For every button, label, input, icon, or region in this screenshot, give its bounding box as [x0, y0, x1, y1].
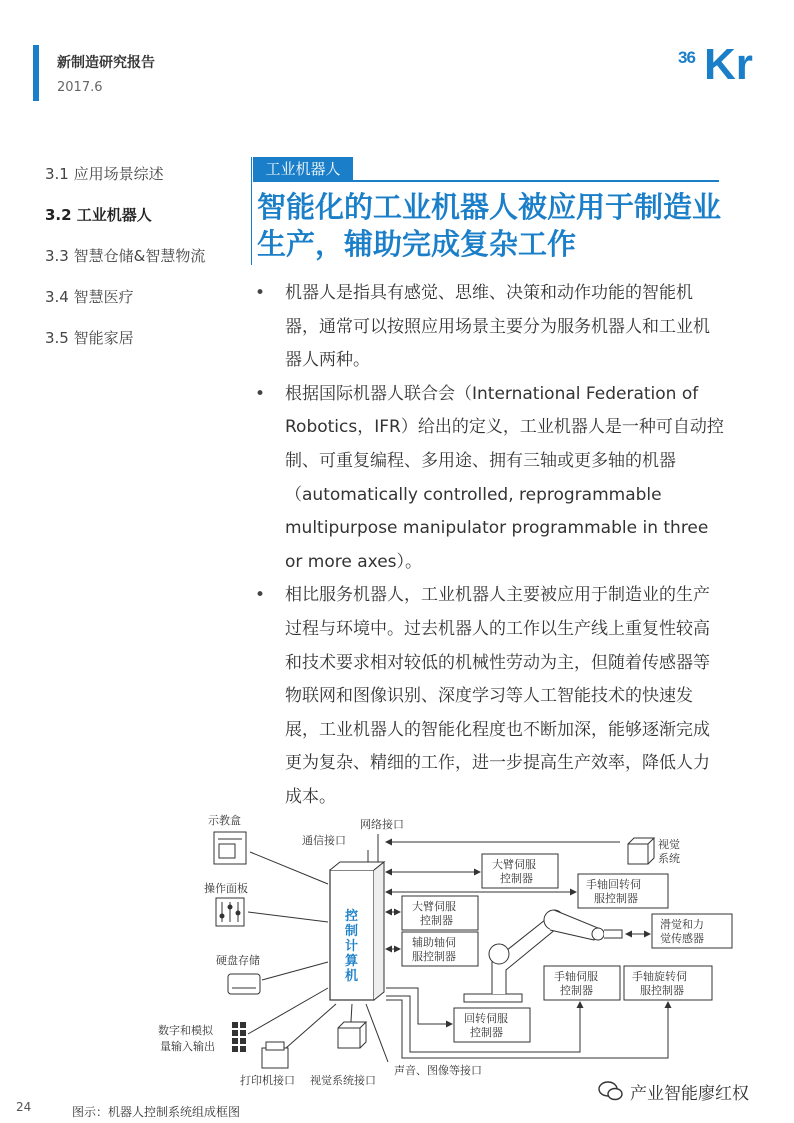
wrist-rot-label-2: 服控制器 — [594, 892, 638, 905]
paragraph-1 — [254, 277, 724, 378]
controller-char: 机 — [345, 969, 359, 984]
controller-side-face — [374, 862, 384, 1000]
report-title: 新制造研究报告 — [57, 55, 155, 71]
wrist-spin-label-1: 手轴旋转伺 — [632, 970, 687, 983]
teach-box-label: 示教盒 — [208, 814, 241, 827]
printer-icon — [262, 1048, 288, 1068]
section-underline — [253, 180, 719, 182]
robot-control-diagram — [150, 812, 740, 1087]
section-headline: 智能化的工业机器人被应用于制造业生产，辅助完成复杂工作 — [257, 190, 722, 261]
watermark-text: 产业智能廖红权 — [630, 1084, 749, 1104]
panel-knob — [228, 905, 233, 910]
disk-icon — [228, 974, 260, 994]
link-base-rotate — [386, 988, 452, 1024]
link-printer — [286, 1004, 336, 1048]
panel-knob — [236, 911, 241, 916]
base-rot-label-2: 控制器 — [470, 1026, 503, 1039]
page-number: 24 — [16, 1100, 32, 1114]
io-icon — [232, 1022, 246, 1052]
link-teach-box — [250, 852, 328, 884]
paragraph-text: 机器人是指具有感觉、思维、决策和动作功能的智能机器，通常可以按照应用场景主要分为服务机器人和工业机器人两种。 — [285, 283, 710, 371]
paragraph-2 — [254, 378, 724, 580]
logo-number: 36 — [678, 48, 695, 67]
bullet: • — [255, 383, 266, 404]
nav-item-3-2[interactable]: 3.2 工业机器人 — [45, 206, 152, 224]
paragraph-text: 根据国际机器人联合会（International Federation of Robotics，IFR）给出的定义，工业机器人是一种可自动控制、可重复编程、多用途、拥有三轴或更多轴的机器（automatically controlled, reprogrammable multipurpose manipulator programmable in three or more axes）。 — [285, 383, 724, 572]
aux-label-1: 辅助轴伺 — [412, 936, 456, 949]
paragraph-text: 相比服务机器人，工业机器人主要被应用于制造业的生产过程与环境中。过去机器人的工作以生产线上重复性较高和技术要求相对较低的机械性劳动为主，但随着传感器等物联网和图像识别、深度学习等人工智能技术的快速发展，工业机器人的智能化程度也不断加深，能够逐渐完成更为复杂、精细的工作，进一步提高生产效率，降低人力成本。 — [285, 585, 710, 807]
section-nav — [45, 163, 255, 368]
vision-label-1: 视觉 — [658, 838, 680, 851]
logo-36kr — [676, 40, 768, 92]
nav-item-3-1[interactable]: 3.1 应用场景综述 — [45, 165, 164, 183]
vision-if-label: 视觉系统接口 — [310, 1074, 376, 1087]
disk-label: 硬盘存储 — [216, 954, 260, 967]
controller-char: 控 — [345, 909, 359, 924]
comm-label: 通信接口 — [302, 834, 346, 847]
wechat-icon — [598, 1080, 624, 1102]
paragraph-3 — [254, 579, 724, 814]
section-divider — [251, 157, 252, 265]
printer-icon-top — [266, 1042, 284, 1050]
figure-caption: 图示：机器人控制系统组成框图 — [72, 1105, 241, 1119]
panel-knob — [220, 914, 225, 919]
vision-box-icon — [338, 1022, 366, 1048]
link-sound — [366, 1004, 388, 1062]
report-date: 2017.6 — [57, 80, 103, 95]
sound-label: 声音、图像等接口 — [394, 1064, 482, 1077]
big-arm2-label-1: 大臂伺服 — [412, 900, 456, 913]
tactile-label-1: 滑觉和力 — [660, 918, 704, 931]
controller-char: 计 — [345, 939, 359, 954]
vision-label-2: 系统 — [658, 852, 680, 865]
io-label-1: 数字和模拟 — [158, 1024, 213, 1037]
bullet: • — [255, 283, 266, 303]
big-arm2-label-2: 控制器 — [420, 914, 453, 927]
body-text — [254, 277, 724, 815]
wrist-servo-label-2: 控制器 — [560, 984, 593, 997]
link-disk — [262, 962, 328, 980]
logo-text: Kr — [704, 40, 753, 89]
big-arm-label-1: 大臂伺服 — [492, 858, 536, 871]
big-arm-label-2: 控制器 — [500, 872, 533, 885]
watermark — [598, 1076, 782, 1106]
tactile-label-2: 觉传感器 — [660, 932, 704, 945]
link-panel — [248, 912, 328, 922]
controller-char: 制 — [345, 924, 359, 939]
bullet: • — [255, 585, 266, 606]
link-io — [248, 988, 328, 1034]
base-rot-label-1: 回转伺服 — [464, 1012, 508, 1025]
print-label: 打印机接口 — [240, 1074, 295, 1087]
wrist-rot-label-1: 手轴回转伺 — [586, 878, 641, 891]
nav-item-3-5[interactable]: 3.5 智能家居 — [45, 329, 134, 347]
header-accent-bar — [33, 45, 39, 101]
nav-item-3-4[interactable]: 3.4 智慧医疗 — [45, 288, 134, 306]
network-label: 网络接口 — [360, 818, 404, 831]
aux-label-2: 服控制器 — [412, 950, 456, 963]
vision-system-icon — [628, 838, 654, 864]
wrist-servo-label-1: 手轴伺服 — [554, 970, 598, 983]
controller-char: 算 — [345, 954, 359, 969]
panel-label: 操作面板 — [204, 882, 248, 895]
wrist-spin-label-2: 服控制器 — [640, 984, 684, 997]
nav-item-3-3[interactable]: 3.3 智慧仓储&智慧物流 — [45, 247, 206, 265]
section-tag: 工业机器人 — [253, 157, 353, 182]
io-label-2: 量输入输出 — [160, 1040, 215, 1053]
